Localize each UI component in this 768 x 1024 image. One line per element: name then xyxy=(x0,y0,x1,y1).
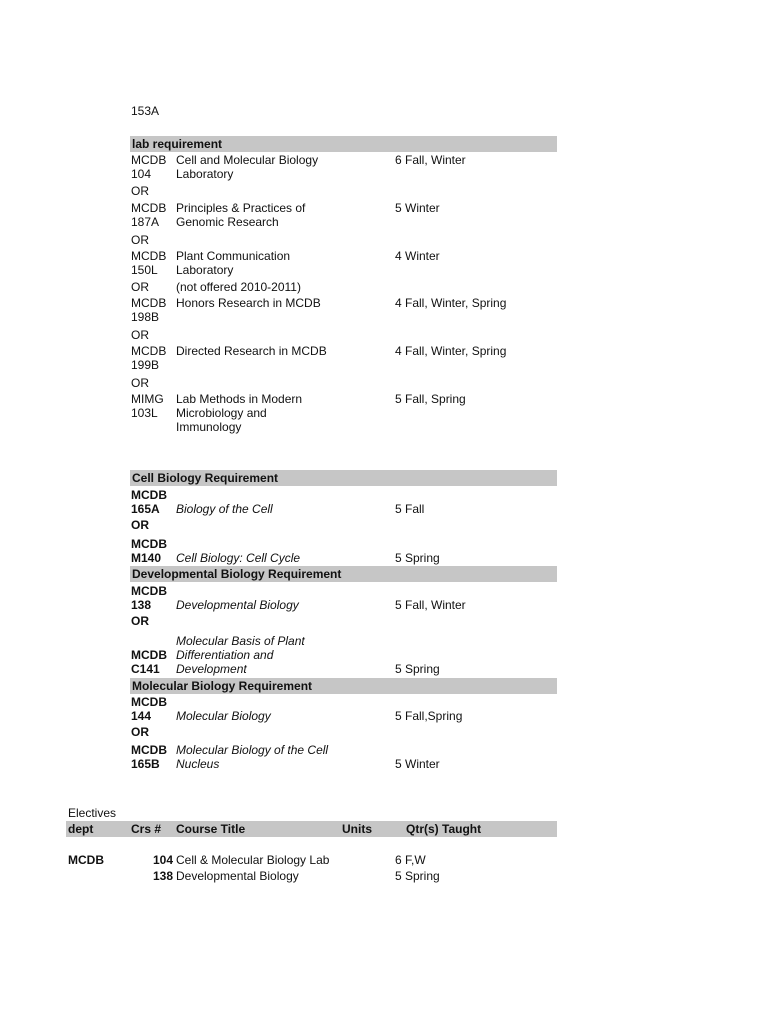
course-title: Molecular Biology of the Cell xyxy=(176,743,329,757)
course-title: Plant Communication xyxy=(176,249,291,263)
elective-course-title: Cell & Molecular Biology Lab xyxy=(176,853,330,867)
course-dept: MCDB xyxy=(131,488,167,502)
or-separator: OR xyxy=(131,184,149,198)
course-number: C141 xyxy=(131,662,160,676)
course-dept: MCDB xyxy=(131,153,167,167)
course-title-line3: Immunology xyxy=(176,420,242,434)
course-dept: MCDB xyxy=(131,648,167,662)
course-note: (not offered 2010-2011) xyxy=(176,280,301,294)
course-title: Principles & Practices of xyxy=(176,201,306,215)
elective-course-number: 138 xyxy=(152,869,173,883)
course-dept: MCDB xyxy=(131,344,167,358)
elective-course-number: 104 xyxy=(152,853,173,867)
course-dept: MCDB xyxy=(131,249,167,263)
course-title-line2: Laboratory xyxy=(176,167,234,181)
course-units-quarters: 5 Winter xyxy=(395,201,440,215)
course-title-line2: Nucleus xyxy=(176,757,220,771)
course-number: 199B xyxy=(131,358,160,372)
cell-biology-header xyxy=(130,470,557,486)
section-title: lab requirement xyxy=(132,137,223,151)
course-title: Developmental Biology xyxy=(176,598,299,612)
course-title-line2: Laboratory xyxy=(176,263,234,277)
course-title-line3: Development xyxy=(176,662,247,676)
column-header-dept: dept xyxy=(68,822,94,836)
elective-course-title: Developmental Biology xyxy=(176,869,299,883)
course-title: Honors Research in MCDB xyxy=(176,296,321,310)
course-units-quarters: 5 Spring xyxy=(395,551,440,565)
course-units-quarters: 6 Fall, Winter xyxy=(395,153,466,167)
course-number: 165A xyxy=(131,502,160,516)
course-units-quarters: 4 Fall, Winter, Spring xyxy=(395,296,507,310)
molecular-biology-header xyxy=(130,678,557,694)
course-dept: MCDB xyxy=(131,201,167,215)
course-title: Molecular Basis of Plant xyxy=(176,634,305,648)
course-title-line2: Microbiology and xyxy=(176,406,267,420)
course-units-quarters: 5 Fall, Winter xyxy=(395,598,466,612)
course-number: 150L xyxy=(131,263,158,277)
course-units-quarters: 5 Winter xyxy=(395,757,440,771)
or-separator: OR xyxy=(131,725,149,739)
course-dept: MCDB xyxy=(131,296,167,310)
or-separator: OR xyxy=(131,614,149,628)
course-dept: MIMG xyxy=(131,392,164,406)
lab-requirement-header xyxy=(130,136,557,152)
column-header-course-title: Course Title xyxy=(176,822,246,836)
course-number: 187A xyxy=(131,215,160,229)
developmental-biology-header xyxy=(130,566,557,582)
or-separator: OR xyxy=(131,518,149,532)
course-units-quarters: 5 Fall,Spring xyxy=(395,709,463,723)
or-separator: OR xyxy=(131,280,149,294)
course-units-quarters: 5 Fall, Spring xyxy=(395,392,466,406)
course-dept: MCDB xyxy=(131,695,167,709)
course-number: 104 xyxy=(131,167,152,181)
column-header-units: Units xyxy=(342,822,372,836)
course-dept: MCDB xyxy=(131,743,167,757)
elective-units-quarters: 6 F,W xyxy=(395,853,426,867)
course-title: Biology of the Cell xyxy=(176,502,273,516)
course-dept: MCDB xyxy=(131,584,167,598)
course-title: Cell and Molecular Biology xyxy=(176,153,319,167)
course-title: Cell Biology: Cell Cycle xyxy=(176,551,301,565)
course-units-quarters: 5 Fall xyxy=(395,502,425,516)
course-number: M140 xyxy=(131,551,162,565)
or-separator: OR xyxy=(131,233,149,247)
section-title: Cell Biology Requirement xyxy=(132,471,279,485)
course-title: Directed Research in MCDB xyxy=(176,344,327,358)
section-title: Developmental Biology Requirement xyxy=(132,567,342,581)
or-separator: OR xyxy=(131,328,149,342)
course-title: Lab Methods in Modern xyxy=(176,392,303,406)
course-number: 103L xyxy=(131,406,158,420)
course-units-quarters: 4 Fall, Winter, Spring xyxy=(395,344,507,358)
electives-label: Electives xyxy=(68,806,117,820)
course-number: 138 xyxy=(131,598,152,612)
column-header-quarters: Qtr(s) Taught xyxy=(406,822,482,836)
course-dept: MCDB xyxy=(131,537,167,551)
course-units-quarters: 5 Spring xyxy=(395,662,440,676)
elective-units-quarters: 5 Spring xyxy=(395,869,440,883)
course-units-quarters: 4 Winter xyxy=(395,249,440,263)
course-number: 144 xyxy=(131,709,152,723)
elective-dept: MCDB xyxy=(68,853,104,867)
course-number: 165B xyxy=(131,757,160,771)
course-code-fragment: 153A xyxy=(131,104,160,118)
course-number: 198B xyxy=(131,310,160,324)
course-title-line2: Genomic Research xyxy=(176,215,279,229)
course-title: Molecular Biology xyxy=(176,709,271,723)
course-title-line2: Differentiation and xyxy=(176,648,274,662)
or-separator: OR xyxy=(131,376,149,390)
column-header-course-number: Crs # xyxy=(131,822,162,836)
section-title: Molecular Biology Requirement xyxy=(132,679,313,693)
electives-table-header xyxy=(66,821,557,837)
